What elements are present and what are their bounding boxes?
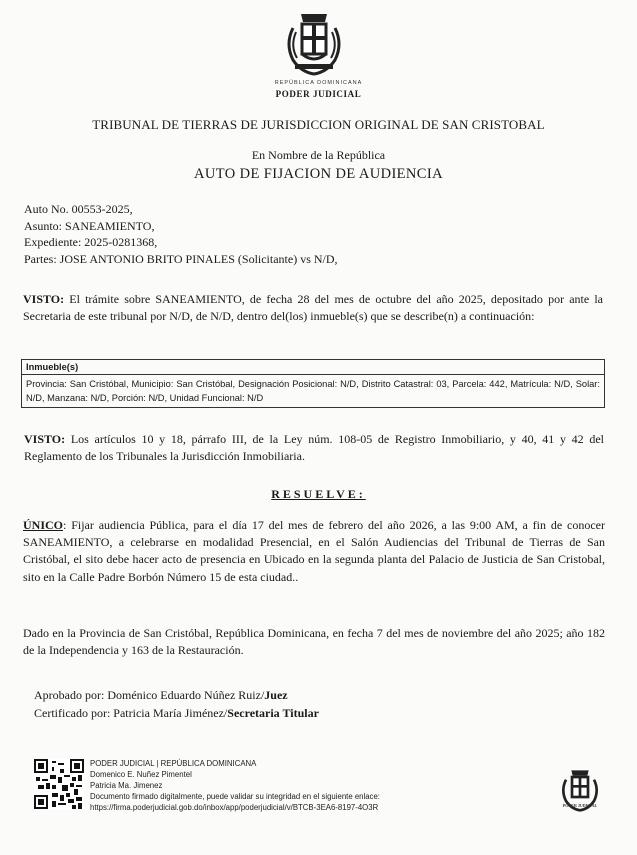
certificado-por: Certificado por: Patricia María Jiménez/Secretaria Titular	[34, 706, 319, 720]
auto-number: Auto No. 00553-2025,	[24, 202, 133, 216]
qr-code-icon	[34, 759, 84, 809]
unico-label: ÚNICO	[23, 518, 64, 532]
signatures	[34, 686, 319, 722]
digital-signature-footer	[90, 758, 380, 813]
expediente: Expediente: 2025-0281368,	[24, 235, 158, 249]
partes: Partes: JOSE ANTONIO BRITO PINALES (Solicitante) vs N/D,	[24, 251, 338, 266]
juez-role: Juez	[264, 688, 288, 702]
unico-text: : Fijar audiencia Pública, para el día 17 del mes de febrero del año 2026, a las 9:00 AM, a fin de conocer SANEAMIENTO, a celebrarse en modalidad Presencial, en el Salón Audiencias del Tribunal de Tierras de San Cristóbal, el sito debe hacer acto de presencia en Ubicado en la segunda planta del Palacio de Justicia de San Cristobal, sito en la Calle Padre Borbón Número 15 de esta ciudad..	[23, 518, 605, 584]
coat-of-arms-seal-icon	[281, 8, 347, 76]
visto-paragraph-2	[24, 431, 604, 464]
resuelve-heading: RESUELVE:	[271, 487, 366, 501]
aprobado-por: Aprobado por: Doménico Eduardo Núñez Ruiz/Juez	[34, 688, 288, 702]
seal-caption-republica: REPÚBLICA DOMINICANA	[274, 80, 363, 86]
visto-paragraph-1	[23, 291, 603, 324]
footer-validation-link[interactable]: https://firma.poderjudicial.gob.do/inbox/app/poderjudicial/v/BTCB-3EA6-8197-4O3R	[90, 803, 379, 812]
case-metadata	[24, 201, 338, 267]
asunto: Asunto: SANEAMIENTO,	[24, 218, 155, 233]
small-seal-caption: PODER JUDICIAL	[562, 803, 598, 808]
unico-paragraph	[23, 517, 605, 586]
court-name: TRIBUNAL DE TIERRAS DE JURISDICCION ORIGINAL DE SAN CRISTOBAL	[92, 117, 545, 132]
document-title: AUTO DE FIJACION DE AUDIENCIA	[194, 166, 443, 182]
visto-label: VISTO:	[24, 432, 66, 446]
seal-caption-poder-judicial: PODER JUDICIAL	[275, 89, 362, 99]
dado-paragraph: Dado en la Provincia de San Cristóbal, República Dominicana, en fecha 7 del mes de noviembre del año 2025; año 182 de la Independencia y 163 de la Restauración.	[23, 626, 605, 658]
inmueble-detail: Provincia: San Cristóbal, Municipio: San Cristóbal, Designación Posicional: N/D, Distrito Catastral: 03, Parcela: 442, Matrícula: N/D, Solar: N/D, Manzana: N/D, Porción: N/D, Unidad Funcional: N/D	[26, 379, 600, 403]
inmueble-header: Inmueble(s)	[22, 360, 604, 375]
inmueble-box	[21, 359, 605, 408]
visto-text: El trámite sobre SANEAMIENTO, de fecha 28 del mes de octubre del año 2025, depositado por ante la Secretaria de este tribunal por N/D, de N/D, dentro del(los) inmueble(s) que se describe(n) a continuación:	[23, 292, 603, 323]
footer-signer-1: Domenico E. Nuñez Pimentel	[90, 770, 192, 779]
secretaria-role: Secretaria Titular	[227, 706, 319, 720]
en-nombre-line: En Nombre de la República	[251, 148, 386, 162]
footer-validation-note: Documento firmado digitalmente, puede validar su integridad en el siguiente enlace:	[90, 792, 380, 801]
footer-institution: PODER JUDICIAL | REPÚBLICA DOMINICANA	[90, 759, 257, 768]
visto-label: VISTO:	[23, 292, 65, 306]
footer-signer-2: Patricia Ma. Jimenez	[90, 781, 163, 790]
visto-text: Los artículos 10 y 18, párrafo III, de la Ley núm. 108-05 de Registro Inmobiliario, y 40, 41 y 42 del Reglamento de los Tribunales la Jurisdicción Inmobiliaria.	[24, 432, 604, 463]
